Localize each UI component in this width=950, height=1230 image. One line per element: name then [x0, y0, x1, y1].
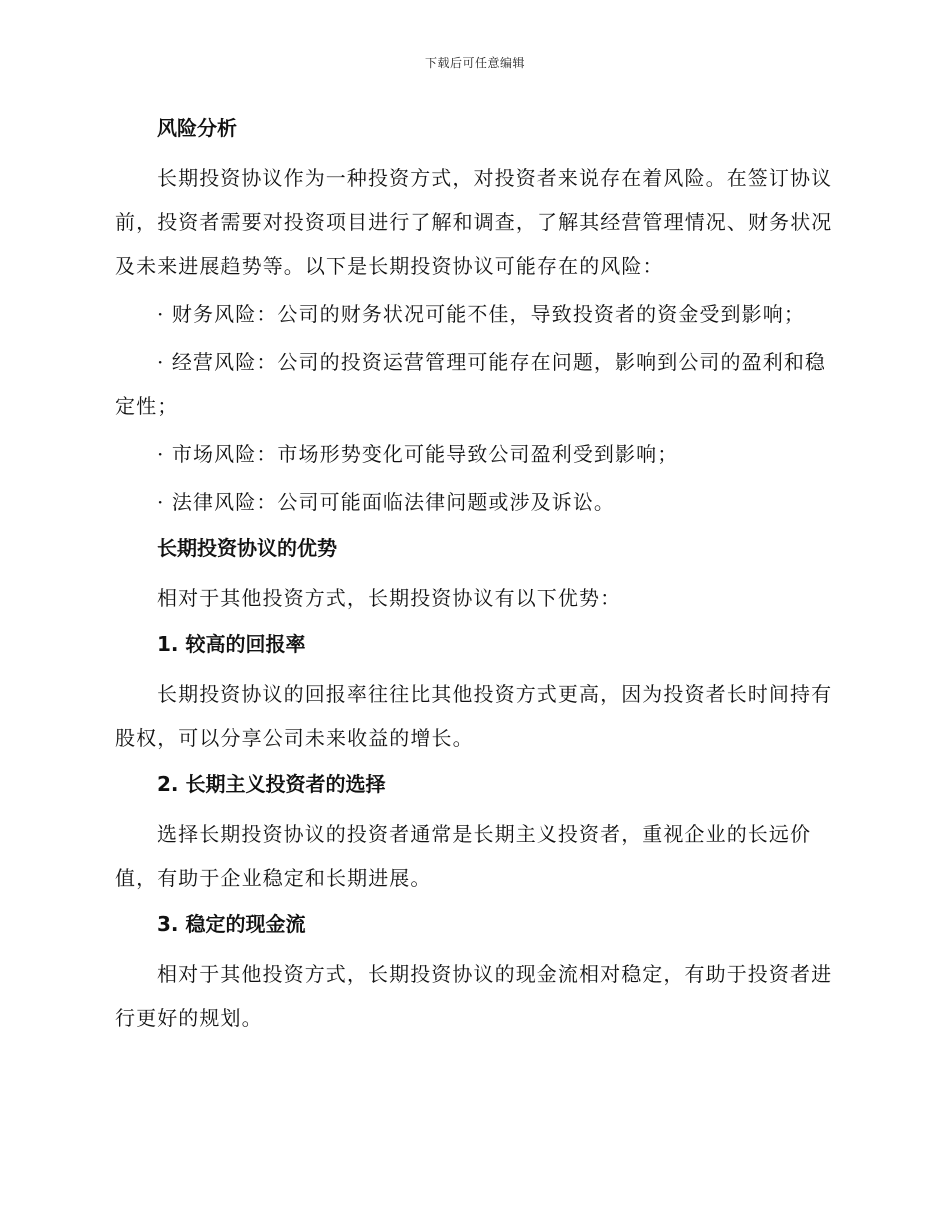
risk-bullet-market: · 市场风险：市场形势变化可能导致公司盈利受到影响； — [157, 442, 679, 466]
risk-bullet-operational: · 经营风险：公司的投资运营管理可能存在问题，影响到公司的盈利和稳定性； — [115, 350, 827, 418]
advantage-title-return: 1. 较高的回报率 — [157, 632, 306, 656]
advantage-title-cashflow: 3. 稳定的现金流 — [157, 912, 306, 936]
section-title-risk: 风险分析 — [157, 116, 237, 140]
advantage-text-cashflow: 相对于其他投资方式，长期投资协议的现金流相对稳定，有助于投资者进行更好的规划。 — [115, 962, 833, 1030]
section-title-advantages: 长期投资协议的优势 — [157, 536, 337, 560]
advantage-text-return: 长期投资协议的回报率往往比其他投资方式更高，因为投资者长时间持有股权，可以分享公司未来收益的增长。 — [115, 682, 833, 750]
advantage-title-long-term: 2. 长期主义投资者的选择 — [157, 772, 386, 796]
advantages-intro-paragraph: 相对于其他投资方式，长期投资协议有以下优势： — [157, 586, 622, 610]
risk-intro-paragraph: 长期投资协议作为一种投资方式，对投资者来说存在着风险。在签订协议前，投资者需要对投资项目进行了解和调查，了解其经营管理情况、财务状况及未来进展趋势等。以下是长期投资协议可能存在的风险： — [115, 166, 833, 278]
document-body — [115, 108, 835, 1044]
advantage-text-long-term: 选择长期投资协议的投资者通常是长期主义投资者，重视企业的长远价值，有助于企业稳定和长期进展。 — [115, 822, 812, 890]
risk-bullet-financial: · 财务风险：公司的财务状况可能不佳，导致投资者的资金受到影响； — [157, 302, 805, 326]
risk-bullet-legal: · 法律风险：公司可能面临法律问题或涉及诉讼。 — [157, 490, 616, 514]
header-note: 下载后可任意编辑 — [424, 56, 525, 70]
